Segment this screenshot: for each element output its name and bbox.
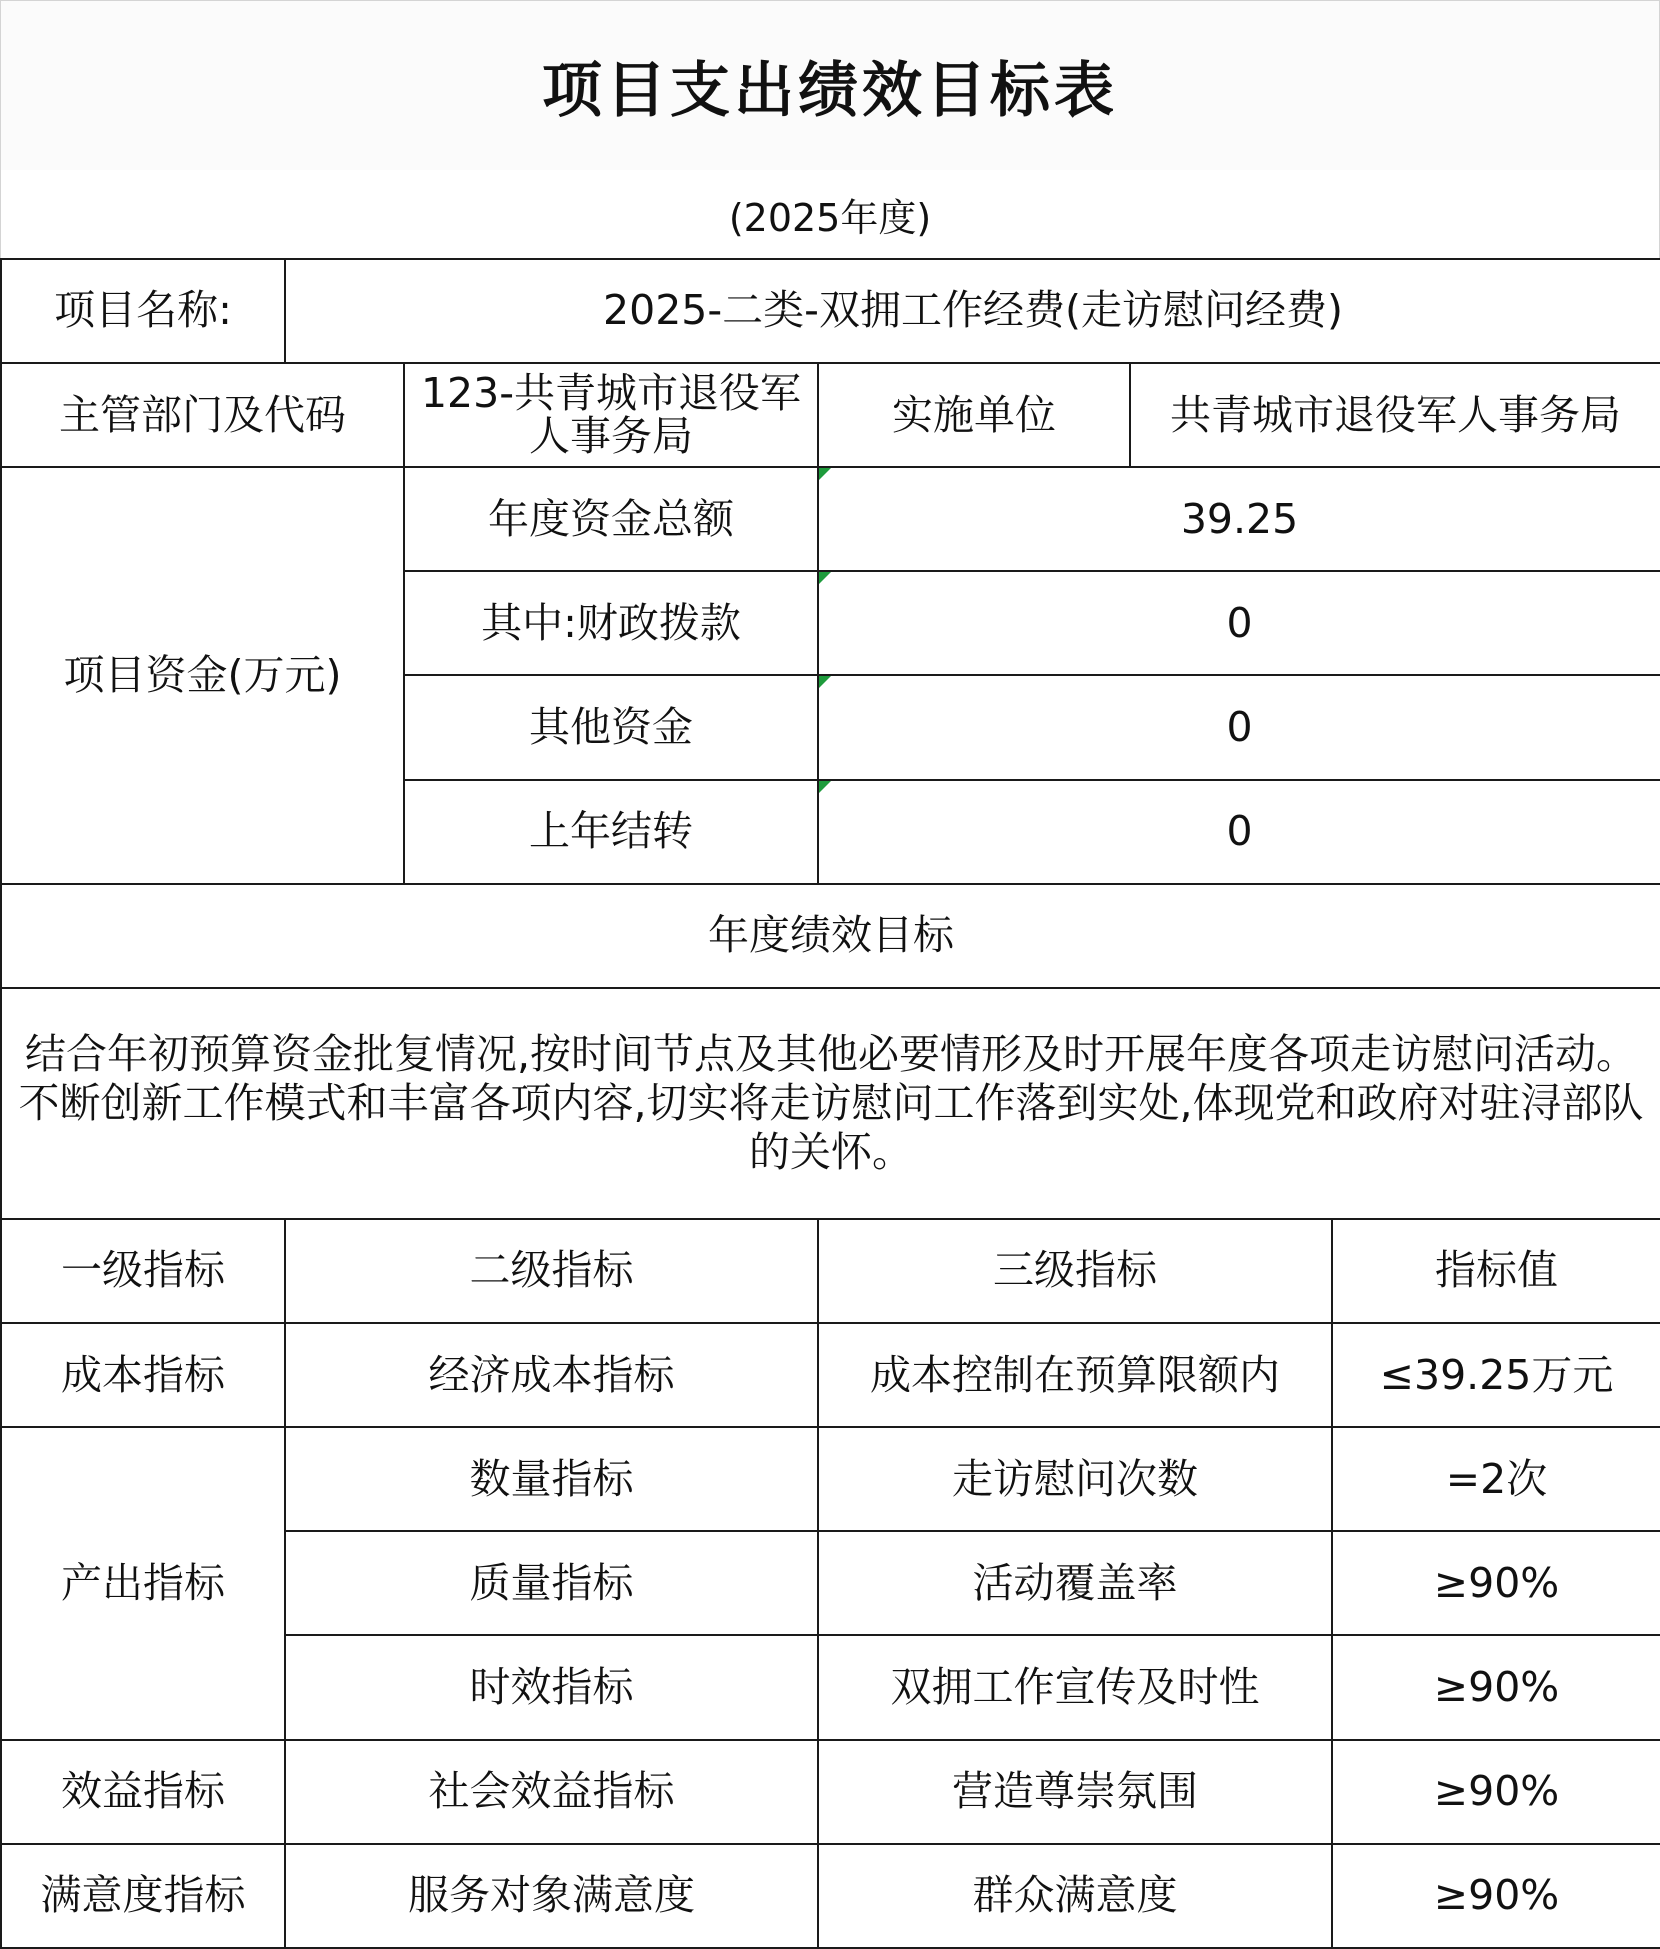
project-name-label[interactable]: 项目名称: xyxy=(1,259,285,363)
indicator-level2[interactable]: 质量指标 xyxy=(285,1531,818,1635)
indicator-level3[interactable]: 成本控制在预算限额内 xyxy=(818,1323,1332,1427)
indicator-level1[interactable]: 效益指标 xyxy=(1,1740,285,1844)
indicator-row xyxy=(1,1427,1660,1531)
indicator-level2[interactable]: 服务对象满意度 xyxy=(285,1844,818,1948)
goal-header-row xyxy=(1,884,1660,988)
goal-text-row xyxy=(1,988,1660,1219)
indicator-value[interactable]: =2次 xyxy=(1332,1427,1660,1531)
indicator-level1[interactable]: 满意度指标 xyxy=(1,1844,285,1948)
fund-row-label[interactable]: 其中:财政拨款 xyxy=(404,571,818,675)
goal-header[interactable]: 年度绩效目标 xyxy=(1,884,1660,988)
fund-row-label[interactable]: 其他资金 xyxy=(404,675,818,779)
dept-label[interactable]: 主管部门及代码 xyxy=(1,363,404,467)
dept-value[interactable]: 123-共青城市退役军人事务局 xyxy=(404,363,818,467)
indicator-header-row xyxy=(1,1219,1660,1323)
indicator-row xyxy=(1,1323,1660,1427)
fund-row-value[interactable]: 0 xyxy=(818,675,1660,779)
fund-row-label[interactable]: 上年结转 xyxy=(404,780,818,884)
indicator-row xyxy=(1,1844,1660,1948)
indicator-level3[interactable]: 群众满意度 xyxy=(818,1844,1332,1948)
fund-row-value[interactable]: 39.25 xyxy=(818,467,1660,571)
header-value[interactable]: 指标值 xyxy=(1332,1219,1660,1323)
indicator-level3[interactable]: 走访慰问次数 xyxy=(818,1427,1332,1531)
project-name-value[interactable]: 2025-二类-双拥工作经费(走访慰问经费) xyxy=(285,259,1660,363)
page-title: 项目支出绩效目标表 xyxy=(542,55,1118,126)
indicator-level3[interactable]: 双拥工作宣传及时性 xyxy=(818,1635,1332,1739)
fund-label[interactable]: 项目资金(万元) xyxy=(1,467,404,883)
header-level1[interactable]: 一级指标 xyxy=(1,1219,285,1323)
header-level2[interactable]: 二级指标 xyxy=(285,1219,818,1323)
indicator-level3[interactable]: 活动覆盖率 xyxy=(818,1531,1332,1635)
department-row xyxy=(1,363,1660,467)
fund-row-value[interactable]: 0 xyxy=(818,780,1660,884)
indicator-level2[interactable]: 经济成本指标 xyxy=(285,1323,818,1427)
indicator-level1[interactable]: 产出指标 xyxy=(1,1427,285,1739)
indicator-value[interactable]: ≥90% xyxy=(1332,1531,1660,1635)
indicator-level2[interactable]: 社会效益指标 xyxy=(285,1740,818,1844)
indicator-level1[interactable]: 成本指标 xyxy=(1,1323,285,1427)
indicator-value[interactable]: ≤39.25万元 xyxy=(1332,1323,1660,1427)
fund-row xyxy=(1,467,1660,571)
project-name-row xyxy=(1,259,1660,363)
indicator-value[interactable]: ≥90% xyxy=(1332,1844,1660,1948)
fund-row-value[interactable]: 0 xyxy=(818,571,1660,675)
indicator-value[interactable]: ≥90% xyxy=(1332,1635,1660,1739)
target-table xyxy=(0,258,1660,1949)
indicator-level3[interactable]: 营造尊崇氛围 xyxy=(818,1740,1332,1844)
header-level3[interactable]: 三级指标 xyxy=(818,1219,1332,1323)
fiscal-year: (2025年度) xyxy=(728,195,932,240)
title-row[interactable] xyxy=(0,0,1660,171)
indicator-value[interactable]: ≥90% xyxy=(1332,1740,1660,1844)
fund-row-label[interactable]: 年度资金总额 xyxy=(404,467,818,571)
goal-text[interactable]: 结合年初预算资金批复情况,按时间节点及其他必要情形及时开展年度各项走访慰问活动。不断创新工作模式和丰富各项内容,切实将走访慰问工作落到实处,体现党和政府对驻浔部队的关怀。 xyxy=(1,988,1660,1219)
impl-label[interactable]: 实施单位 xyxy=(818,363,1130,467)
indicator-level2[interactable]: 时效指标 xyxy=(285,1635,818,1739)
indicator-level2[interactable]: 数量指标 xyxy=(285,1427,818,1531)
impl-value[interactable]: 共青城市退役军人事务局 xyxy=(1130,363,1660,467)
indicator-row xyxy=(1,1740,1660,1844)
year-row[interactable] xyxy=(0,170,1660,258)
